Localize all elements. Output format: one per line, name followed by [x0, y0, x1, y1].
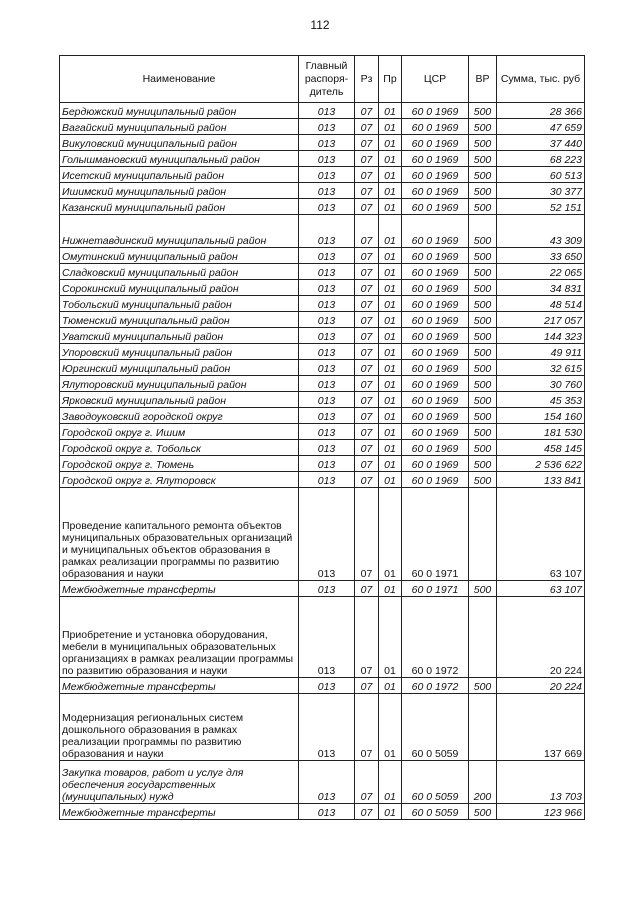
row-vr: 500	[469, 408, 497, 424]
row-csr: 60 0 1972	[402, 678, 469, 694]
row-sum: 34 831	[497, 280, 585, 296]
row-name: Ишимский муниципальный район	[60, 183, 299, 199]
row-name: Закупка товаров, работ и услуг для обеспечения государственных (муниципальных) нужд	[60, 761, 299, 804]
row-vr: 500	[469, 804, 497, 820]
row-name: Упоровский муниципальный район	[60, 344, 299, 360]
row-csr: 60 0 1969	[402, 103, 469, 119]
row-name: Межбюджетные трансферты	[60, 804, 299, 820]
row-csr: 60 0 1969	[402, 408, 469, 424]
row-sum: 30 760	[497, 376, 585, 392]
row-vr: 500	[469, 151, 497, 167]
row-name: Приобретение и установка оборудования, мебели в муниципальных образовательных организациях в рамках реализации программы по развитию образования и науки	[60, 597, 299, 678]
row-sum: 2 536 622	[497, 456, 585, 472]
header-pr: Пр	[379, 56, 402, 103]
row-vr: 500	[469, 119, 497, 135]
row-sum: 63 107	[497, 488, 585, 581]
table-row	[60, 472, 585, 488]
row-pr: 01	[379, 328, 402, 344]
row-name: Модернизация региональных систем дошкольного образования в рамках реализации программы по развитию образования и науки	[60, 694, 299, 761]
table-row	[60, 581, 585, 597]
row-admin: 013	[299, 264, 355, 280]
row-pr: 01	[379, 360, 402, 376]
row-pr: 01	[379, 440, 402, 456]
row-vr: 500	[469, 167, 497, 183]
table-row	[60, 183, 585, 199]
row-pr: 01	[379, 103, 402, 119]
row-admin: 013	[299, 360, 355, 376]
table-row	[60, 215, 585, 248]
table-row	[60, 151, 585, 167]
row-sum: 47 659	[497, 119, 585, 135]
row-pr: 01	[379, 280, 402, 296]
row-name: Омутинский муниципальный район	[60, 248, 299, 264]
row-rz: 07	[355, 199, 379, 215]
header-rz: Рз	[355, 56, 379, 103]
row-pr: 01	[379, 488, 402, 581]
row-csr: 60 0 1969	[402, 280, 469, 296]
row-sum: 60 513	[497, 167, 585, 183]
table-row	[60, 408, 585, 424]
row-pr: 01	[379, 151, 402, 167]
row-pr: 01	[379, 344, 402, 360]
row-admin: 013	[299, 344, 355, 360]
row-name: Нижнетавдинский муниципальный район	[60, 215, 299, 248]
row-rz: 07	[355, 360, 379, 376]
row-rz: 07	[355, 135, 379, 151]
row-admin: 013	[299, 440, 355, 456]
row-sum: 52 151	[497, 199, 585, 215]
row-sum: 43 309	[497, 215, 585, 248]
row-name: Исетский муниципальный район	[60, 167, 299, 183]
row-admin: 013	[299, 472, 355, 488]
row-sum: 28 366	[497, 103, 585, 119]
row-pr: 01	[379, 392, 402, 408]
row-vr: 500	[469, 280, 497, 296]
row-vr: 500	[469, 135, 497, 151]
row-vr	[469, 694, 497, 761]
row-name: Заводоуковский городской округ	[60, 408, 299, 424]
row-admin: 013	[299, 183, 355, 199]
header-sum: Сумма, тыс. руб	[497, 56, 585, 103]
row-pr: 01	[379, 581, 402, 597]
row-name: Уватский муниципальный район	[60, 328, 299, 344]
row-sum: 63 107	[497, 581, 585, 597]
row-csr: 60 0 1969	[402, 360, 469, 376]
row-name: Межбюджетные трансферты	[60, 581, 299, 597]
row-sum: 68 223	[497, 151, 585, 167]
row-sum: 217 057	[497, 312, 585, 328]
page-number: 112	[310, 18, 330, 32]
row-csr: 60 0 1969	[402, 199, 469, 215]
row-csr: 60 0 1969	[402, 151, 469, 167]
header-csr: ЦСР	[402, 56, 469, 103]
row-name: Юргинский муниципальный район	[60, 360, 299, 376]
row-vr: 500	[469, 360, 497, 376]
row-name: Бердюжский муниципальный район	[60, 103, 299, 119]
row-name: Тюменский муниципальный район	[60, 312, 299, 328]
row-sum: 154 160	[497, 408, 585, 424]
row-rz: 07	[355, 488, 379, 581]
table-row	[60, 694, 585, 761]
row-vr: 500	[469, 296, 497, 312]
row-sum: 32 615	[497, 360, 585, 376]
row-rz: 07	[355, 103, 379, 119]
row-sum: 22 065	[497, 264, 585, 280]
row-csr: 60 0 5059	[402, 804, 469, 820]
row-sum: 137 669	[497, 694, 585, 761]
row-vr: 500	[469, 456, 497, 472]
row-rz: 07	[355, 248, 379, 264]
header-vr: ВР	[469, 56, 497, 103]
row-csr: 60 0 1969	[402, 344, 469, 360]
row-sum: 45 353	[497, 392, 585, 408]
row-csr: 60 0 1969	[402, 312, 469, 328]
row-rz: 07	[355, 408, 379, 424]
table-row	[60, 199, 585, 215]
row-name: Вагайский муниципальный район	[60, 119, 299, 135]
row-rz: 07	[355, 456, 379, 472]
row-admin: 013	[299, 408, 355, 424]
row-rz: 07	[355, 597, 379, 678]
row-csr: 60 0 1971	[402, 581, 469, 597]
row-csr: 60 0 1969	[402, 215, 469, 248]
row-rz: 07	[355, 376, 379, 392]
row-sum: 37 440	[497, 135, 585, 151]
table-row	[60, 328, 585, 344]
row-admin: 013	[299, 694, 355, 761]
row-sum: 49 911	[497, 344, 585, 360]
row-csr: 60 0 1969	[402, 119, 469, 135]
row-admin: 013	[299, 328, 355, 344]
row-pr: 01	[379, 804, 402, 820]
row-vr: 500	[469, 328, 497, 344]
row-rz: 07	[355, 296, 379, 312]
row-rz: 07	[355, 392, 379, 408]
row-rz: 07	[355, 344, 379, 360]
row-rz: 07	[355, 804, 379, 820]
row-sum: 30 377	[497, 183, 585, 199]
row-pr: 01	[379, 264, 402, 280]
row-name: Межбюджетные трансферты	[60, 678, 299, 694]
row-csr: 60 0 1972	[402, 597, 469, 678]
row-vr: 500	[469, 312, 497, 328]
row-name: Городской округ г. Ялуторовск	[60, 472, 299, 488]
row-pr: 01	[379, 135, 402, 151]
table-row	[60, 312, 585, 328]
row-sum: 13 703	[497, 761, 585, 804]
row-rz: 07	[355, 119, 379, 135]
row-csr: 60 0 1969	[402, 376, 469, 392]
table-row	[60, 119, 585, 135]
row-vr: 500	[469, 183, 497, 199]
row-pr: 01	[379, 694, 402, 761]
row-name: Казанский муниципальный район	[60, 199, 299, 215]
row-pr: 01	[379, 296, 402, 312]
row-admin: 013	[299, 312, 355, 328]
row-csr: 60 0 1969	[402, 248, 469, 264]
row-pr: 01	[379, 312, 402, 328]
row-sum: 33 650	[497, 248, 585, 264]
row-name: Сладковский муниципальный район	[60, 264, 299, 280]
table-header-row	[60, 56, 585, 103]
row-admin: 013	[299, 119, 355, 135]
row-rz: 07	[355, 167, 379, 183]
row-admin: 013	[299, 424, 355, 440]
row-rz: 07	[355, 761, 379, 804]
row-rz: 07	[355, 424, 379, 440]
row-sum: 123 966	[497, 804, 585, 820]
row-vr: 500	[469, 678, 497, 694]
row-rz: 07	[355, 215, 379, 248]
row-admin: 013	[299, 280, 355, 296]
row-admin: 013	[299, 296, 355, 312]
row-csr: 60 0 1969	[402, 328, 469, 344]
row-vr: 500	[469, 424, 497, 440]
row-sum: 20 224	[497, 678, 585, 694]
row-pr: 01	[379, 678, 402, 694]
row-pr: 01	[379, 167, 402, 183]
row-rz: 07	[355, 440, 379, 456]
row-name: Голышмановский муниципальный район	[60, 151, 299, 167]
row-vr: 500	[469, 199, 497, 215]
table-row	[60, 456, 585, 472]
row-csr: 60 0 1969	[402, 440, 469, 456]
row-name: Тобольский муниципальный район	[60, 296, 299, 312]
row-rz: 07	[355, 151, 379, 167]
row-vr: 200	[469, 761, 497, 804]
row-admin: 013	[299, 804, 355, 820]
table-row	[60, 280, 585, 296]
row-name: Ялуторовский муниципальный район	[60, 376, 299, 392]
row-sum: 458 145	[497, 440, 585, 456]
row-admin: 013	[299, 597, 355, 678]
table-row	[60, 424, 585, 440]
row-sum: 133 841	[497, 472, 585, 488]
row-vr: 500	[469, 376, 497, 392]
row-admin: 013	[299, 135, 355, 151]
row-pr: 01	[379, 597, 402, 678]
row-pr: 01	[379, 424, 402, 440]
row-rz: 07	[355, 694, 379, 761]
row-vr: 500	[469, 472, 497, 488]
table-row	[60, 376, 585, 392]
row-admin: 013	[299, 392, 355, 408]
row-sum: 20 224	[497, 597, 585, 678]
row-pr: 01	[379, 215, 402, 248]
row-admin: 013	[299, 215, 355, 248]
row-vr	[469, 597, 497, 678]
row-admin: 013	[299, 761, 355, 804]
row-vr: 500	[469, 344, 497, 360]
row-pr: 01	[379, 456, 402, 472]
row-csr: 60 0 1969	[402, 392, 469, 408]
row-csr: 60 0 1969	[402, 424, 469, 440]
row-csr: 60 0 1969	[402, 264, 469, 280]
row-pr: 01	[379, 248, 402, 264]
row-admin: 013	[299, 103, 355, 119]
row-admin: 013	[299, 199, 355, 215]
row-csr: 60 0 1969	[402, 167, 469, 183]
row-vr: 500	[469, 103, 497, 119]
table-row	[60, 804, 585, 820]
row-vr: 500	[469, 440, 497, 456]
row-csr: 60 0 5059	[402, 694, 469, 761]
row-vr: 500	[469, 392, 497, 408]
row-vr: 500	[469, 581, 497, 597]
row-name: Ярковский муниципальный район	[60, 392, 299, 408]
table-row	[60, 248, 585, 264]
table-row	[60, 103, 585, 119]
row-rz: 07	[355, 264, 379, 280]
table-row	[60, 761, 585, 804]
table-row	[60, 360, 585, 376]
table-row	[60, 488, 585, 581]
row-pr: 01	[379, 761, 402, 804]
row-pr: 01	[379, 376, 402, 392]
table-row	[60, 440, 585, 456]
row-csr: 60 0 1971	[402, 488, 469, 581]
row-csr: 60 0 5059	[402, 761, 469, 804]
row-name: Городской округ г. Тобольск	[60, 440, 299, 456]
row-admin: 013	[299, 167, 355, 183]
row-vr: 500	[469, 248, 497, 264]
row-admin: 013	[299, 248, 355, 264]
row-admin: 013	[299, 456, 355, 472]
table-row	[60, 264, 585, 280]
row-csr: 60 0 1969	[402, 135, 469, 151]
row-admin: 013	[299, 488, 355, 581]
row-sum: 181 530	[497, 424, 585, 440]
row-rz: 07	[355, 312, 379, 328]
row-csr: 60 0 1969	[402, 296, 469, 312]
row-name: Викуловский муниципальный район	[60, 135, 299, 151]
header-admin: Главный распоря-дитель	[299, 56, 355, 103]
budget-table	[59, 55, 585, 820]
header-name: Наименование	[60, 56, 299, 103]
row-name: Городской округ г. Тюмень	[60, 456, 299, 472]
row-rz: 07	[355, 581, 379, 597]
row-rz: 07	[355, 280, 379, 296]
row-vr: 500	[469, 215, 497, 248]
row-pr: 01	[379, 199, 402, 215]
row-sum: 144 323	[497, 328, 585, 344]
row-vr	[469, 488, 497, 581]
row-name: Городской округ г. Ишим	[60, 424, 299, 440]
row-pr: 01	[379, 408, 402, 424]
row-sum: 48 514	[497, 296, 585, 312]
row-name: Проведение капитального ремонта объектов муниципальных образовательных организаций и муниципальных объектов образования в рамках реализации программы по развитию образования и науки	[60, 488, 299, 581]
table-row	[60, 135, 585, 151]
row-csr: 60 0 1969	[402, 456, 469, 472]
row-pr: 01	[379, 183, 402, 199]
row-admin: 013	[299, 151, 355, 167]
table-row	[60, 392, 585, 408]
row-csr: 60 0 1969	[402, 472, 469, 488]
row-pr: 01	[379, 119, 402, 135]
row-rz: 07	[355, 183, 379, 199]
row-name: Сорокинский муниципальный район	[60, 280, 299, 296]
row-rz: 07	[355, 678, 379, 694]
row-admin: 013	[299, 376, 355, 392]
row-vr: 500	[469, 264, 497, 280]
row-pr: 01	[379, 472, 402, 488]
table-row	[60, 344, 585, 360]
row-admin: 013	[299, 581, 355, 597]
table-row	[60, 678, 585, 694]
row-rz: 07	[355, 472, 379, 488]
table-row	[60, 167, 585, 183]
row-rz: 07	[355, 328, 379, 344]
row-csr: 60 0 1969	[402, 183, 469, 199]
table-row	[60, 296, 585, 312]
table-row	[60, 597, 585, 678]
row-admin: 013	[299, 678, 355, 694]
